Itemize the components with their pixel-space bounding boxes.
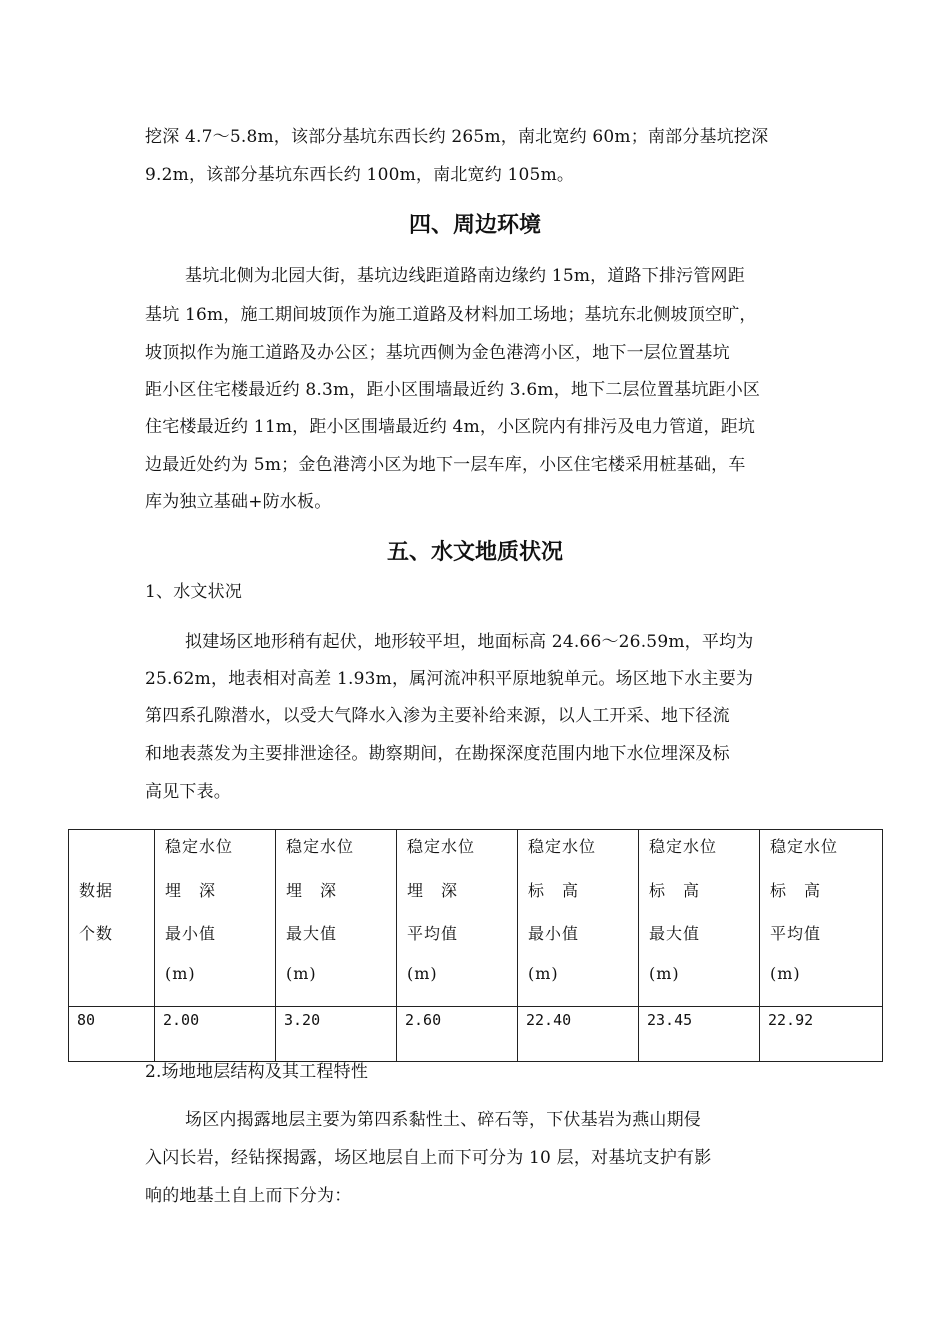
table-row <box>69 1007 883 1062</box>
header-cell-elev-min: 稳定水位 标 高 最小值 (m) <box>518 830 639 1007</box>
header-cell-elev-avg: 稳定水位 标 高 平均值 (m) <box>760 830 883 1007</box>
table-cell: 80 <box>69 1007 155 1062</box>
table-cell: 2.00 <box>155 1007 276 1062</box>
section-4-line-7: 库为独立基础+防水板。 <box>145 492 332 512</box>
section-4-line-4: 距小区住宅楼最近约 8.3m，距小区围墙最近约 3.6m，地下二层位置基坑距小区 <box>145 380 761 400</box>
subsection-2-line-3: 响的地基土自上而下分为： <box>145 1186 352 1206</box>
header-cell-elev-max: 稳定水位 标 高 最大值 (m) <box>639 830 760 1007</box>
intro-line-1: 挖深 4.7～5.8m，该部分基坑东西长约 265m，南北宽约 60m；南部分基坑挖深 <box>145 127 769 147</box>
intro-line-2: 9.2m，该部分基坑东西长约 100m，南北宽约 105m。 <box>145 165 575 185</box>
header-cell-depth-avg: 稳定水位 埋 深 平均值 (m) <box>397 830 518 1007</box>
table-cell: 23.45 <box>639 1007 760 1062</box>
section-4-line-3: 坡顶拟作为施工道路及办公区；基坑西侧为金色港湾小区，地下一层位置基坑 <box>145 343 730 363</box>
section-4-line-5: 住宅楼最近约 11m，距小区围墙最近约 4m，小区院内有排污及电力管道，距坑 <box>145 417 756 437</box>
table-header-row <box>69 830 883 1007</box>
section-4-line-6: 边最近处约为 5m；金色港湾小区为地下一层车库，小区住宅楼采用桩基础，车 <box>145 455 746 475</box>
section-5-heading: 五、水文地质状况 <box>386 540 563 565</box>
subsection-2-line-1: 场区内揭露地层主要为第四系黏性土、碎石等，下伏基岩为燕山期侵 <box>185 1110 701 1130</box>
table-cell: 2.60 <box>397 1007 518 1062</box>
header-cell-depth-min: 稳定水位 埋 深 最小值 (m) <box>155 830 276 1007</box>
subsection-1-line-5: 高见下表。 <box>145 782 231 802</box>
section-4-line-1: 基坑北侧为北园大街，基坑边线距道路南边缘约 15m，道路下排污管网距 <box>185 266 745 286</box>
subsection-1-line-1: 拟建场区地形稍有起伏，地形较平坦，地面标高 24.66～26.59m，平均为 <box>185 632 754 652</box>
header-cell-depth-max: 稳定水位 埋 深 最大值 (m) <box>276 830 397 1007</box>
section-4-line-2: 基坑 16m，施工期间坡顶作为施工道路及材料加工场地；基坑东北侧坡顶空旷， <box>145 305 757 325</box>
table-cell: 22.40 <box>518 1007 639 1062</box>
header-cell-count: 数据 个数 <box>69 830 155 1007</box>
subsection-1-title: 1、水文状况 <box>145 582 243 602</box>
subsection-2-line-2: 入闪长岩，经钻探揭露，场区地层自上而下可分为 10 层，对基坑支护有影 <box>145 1148 712 1168</box>
subsection-2-title: 2.场地地层结构及其工程特性 <box>145 1062 369 1082</box>
subsection-1-line-2: 25.62m，地表相对高差 1.93m，属河流冲积平原地貌单元。场区地下水主要为 <box>145 669 754 689</box>
groundwater-table <box>68 829 883 1062</box>
table-cell: 3.20 <box>276 1007 397 1062</box>
subsection-1-line-3: 第四系孔隙潜水，以受大气降水入渗为主要补给来源，以人工开采、地下径流 <box>145 706 730 726</box>
table-cell: 22.92 <box>760 1007 883 1062</box>
subsection-1-line-4: 和地表蒸发为主要排泄途径。勘察期间，在勘探深度范围内地下水位埋深及标 <box>145 744 730 764</box>
section-4-heading: 四、周边环境 <box>408 213 541 238</box>
